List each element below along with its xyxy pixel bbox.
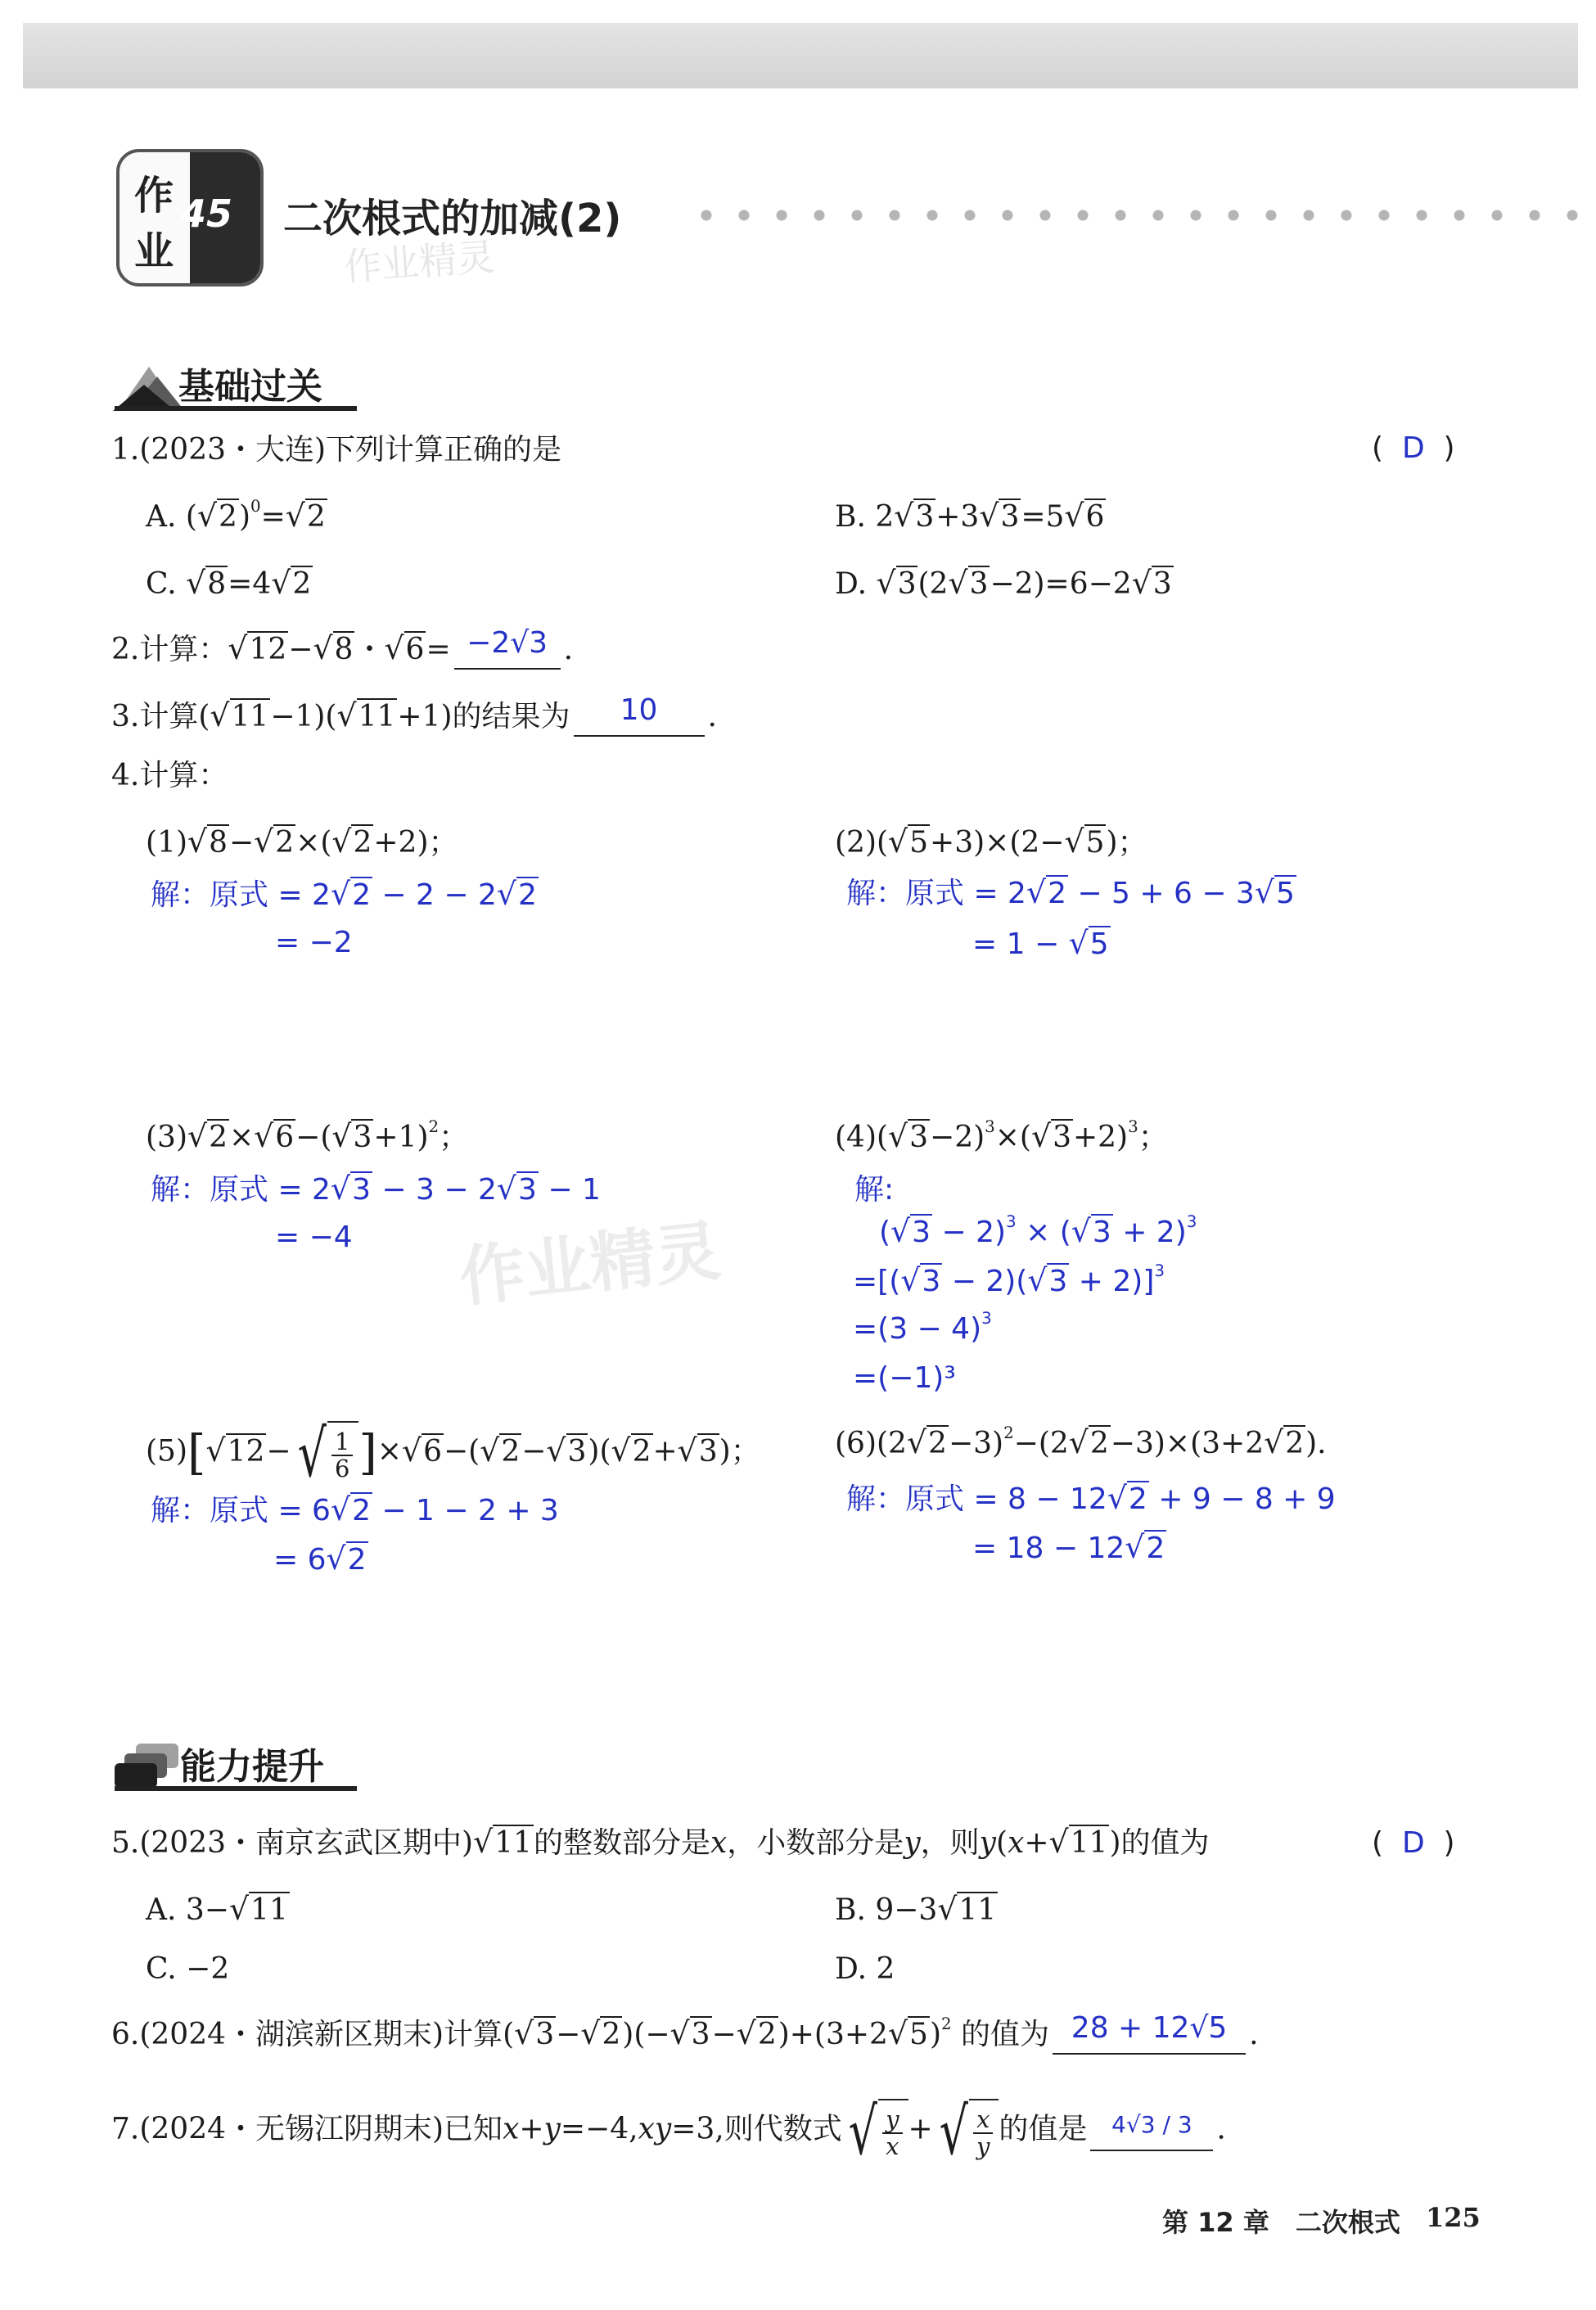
section-advanced-title: 能力提升 <box>180 1746 324 1788</box>
q4-part3-solution-line2: = −4 <box>275 1220 353 1254</box>
q4-part4-solution-label: 解: <box>854 1173 895 1207</box>
watermark-text: 作业精灵 <box>342 234 496 290</box>
q5-option-a: A. 3−√11 <box>146 1891 288 1927</box>
q4-part6-solution-line1: 解：原式 = 8 − 12√2 + 9 − 8 + 9 <box>846 1480 1336 1516</box>
q4-part5-solution-line2: = 6√2 <box>273 1541 367 1577</box>
q4-part1: (1)√8−√2×(√2+2)； <box>146 823 458 859</box>
section-advanced <box>111 1740 357 1794</box>
q4-part5: (5)[√12− √ $\frac{1}{6}$ ]×√6−(√2−√3)(√2+√3)； <box>146 1415 760 1491</box>
badge-bottom-char: 业 <box>134 228 174 274</box>
q1-option-d: D. √3(2√3−2)=6−2√3 <box>835 565 1172 601</box>
page-title: 二次根式的加减(2) <box>283 196 622 241</box>
top-gray-band <box>23 23 1578 88</box>
badge-top-char: 作 <box>134 173 174 219</box>
q4-part6-solution-line2: = 18 − 12√2 <box>972 1529 1165 1565</box>
page-number: 125 <box>1426 2202 1481 2233</box>
section-basic <box>111 360 357 414</box>
section-basic-title: 基础过关 <box>178 366 322 408</box>
q4-part3: $(3)√2\times√6-(√3+1)^2$； <box>146 1117 469 1154</box>
q4-part1-solution-line2: = −2 <box>275 926 353 959</box>
title-dots <box>688 210 1580 221</box>
q4-part6: $(6)(2√2-3)^2-(2√2-3)\times(3+2√2)$. <box>835 1423 1327 1460</box>
q1-option-b: B. 2√3+3√3=5√6 <box>835 498 1105 534</box>
q4-part4-solution-line3: $=(3 - 4)^3$ <box>853 1309 992 1346</box>
q5-answer-bracket: ( D ) <box>1372 1826 1455 1860</box>
q2-answer: −2√3 <box>467 626 548 660</box>
q6-line: 6.(2024・湖滨新区期末)计算$(√3-√2)(-√3-√2)+(3+2√5)^2$ 的值为 28 + 12√5 . <box>111 2015 1259 2055</box>
q4-part1-solution-line1: 解：原式 = 2√2 − 2 − 2√2 <box>151 876 537 912</box>
q4-part3-solution-line1: 解：原式 = 2√3 − 3 − 2√3 − 1 <box>151 1171 601 1207</box>
badge-number: 45 <box>180 192 233 236</box>
q3-answer: 10 <box>620 693 658 727</box>
q4-part2-solution-line2: = 1 − √5 <box>972 925 1109 961</box>
q4-part2: (2)(√5+3)×(2−√5)； <box>835 823 1147 859</box>
q4-part5-solution-line1: 解：原式 = 6√2 − 1 − 2 + 3 <box>151 1491 559 1527</box>
q2-line: 2.计算：√12−√8・√6= −2√3 . <box>111 630 573 670</box>
q3-line: 3.计算(√11−1)(√11+1)的结果为 10 . <box>111 697 717 737</box>
q1-answer-bracket: ( D ) <box>1372 431 1455 465</box>
q6-answer: 28 + 12√5 <box>1071 2011 1228 2045</box>
q1-option-c: C. √8=4√2 <box>146 565 312 601</box>
q5-option-c: C. −2 <box>146 1952 230 1986</box>
q7-line: 7.(2024・无锡江阴期末)已知x+y=−4,xy=3,则代数式 √ $\frac{y}{x}$ + √ $\frac{x}{y}$ 的值是 $^{4√3 / 3}$ . <box>111 2093 1226 2169</box>
q4-part4: $(4)(√3-2)^3\times(√3+2)^3$； <box>835 1117 1168 1154</box>
q5-option-d: D. 2 <box>835 1952 895 1986</box>
q4-stem: 4.计算： <box>111 759 228 792</box>
q1-answer: D <box>1401 431 1425 465</box>
q5-option-b: B. 9−3√11 <box>835 1891 997 1927</box>
q7-answer: 4√3 / 3 <box>1111 2110 1192 2138</box>
assignment-badge <box>116 149 264 286</box>
q4-part2-solution-line1: 解：原式 = 2√2 − 5 + 6 − 3√5 <box>846 874 1295 910</box>
q4-part4-solution-line4: =(−1)³ <box>853 1361 956 1395</box>
watermark-center: 作业精灵 <box>455 1212 724 1316</box>
footer-chapter: 第 12 章 二次根式 <box>1162 2207 1400 2238</box>
q4-part4-solution-line1: $(√3 - 2)^3 \times (√3 + 2)^3$ <box>879 1212 1197 1249</box>
q1-stem: 1.(2023・大连)下列计算正确的是 <box>111 433 562 467</box>
q1-option-a: A. $(√2)^0=√2$ <box>146 497 326 534</box>
q4-part4-solution-line2: $=[(√3 - 2)(√3 + 2)]^3$ <box>853 1261 1165 1298</box>
q5-answer: D <box>1401 1826 1425 1860</box>
q5-stem: 5.(2023・南京玄武区期中)√11的整数部分是x，小数部分是y，则y(x+√11)的值为 <box>111 1824 1210 1860</box>
